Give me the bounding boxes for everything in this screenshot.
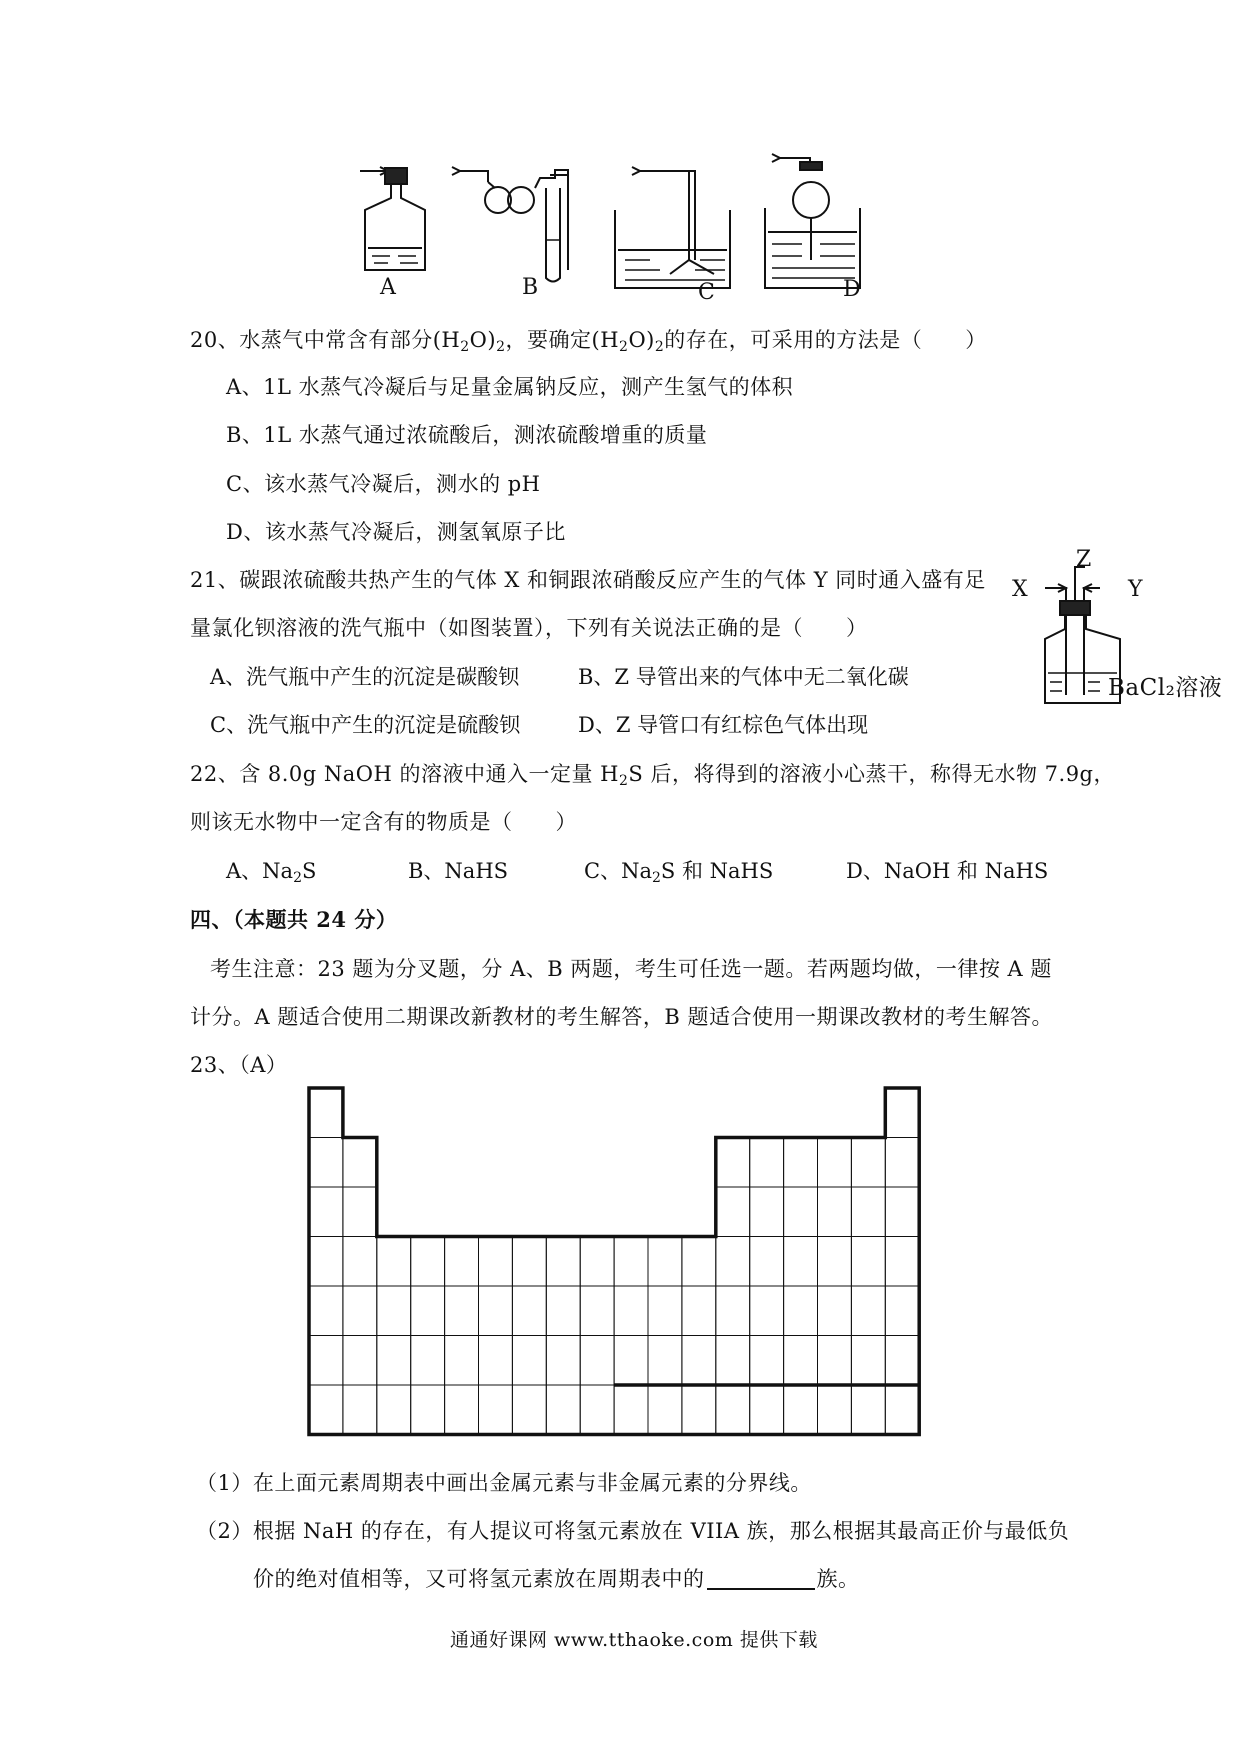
q22-option-d: D、NaOH 和 NaHS xyxy=(846,859,1049,883)
periodic-table-cell xyxy=(851,1385,885,1435)
periodic-table-cell xyxy=(851,1138,885,1188)
q21-figure-solution-label: BaCl₂溶液 xyxy=(1108,675,1223,701)
periodic-table-cell xyxy=(784,1138,818,1188)
periodic-table-cell xyxy=(411,1336,445,1386)
periodic-table-cell xyxy=(818,1138,852,1188)
periodic-table-cell xyxy=(682,1286,716,1336)
periodic-table-cell xyxy=(377,1336,411,1386)
periodic-table-cell xyxy=(885,1336,919,1386)
periodic-table-cell xyxy=(580,1286,614,1336)
periodic-table-cell xyxy=(818,1385,852,1435)
periodic-table-cell xyxy=(750,1385,784,1435)
periodic-table-cell xyxy=(716,1187,750,1237)
periodic-table-cell xyxy=(682,1385,716,1435)
section-4-note-line2: 计分。A 题适合使用二期课改新教材的考生解答，B 题适合使用一期课改教材的考生解答。 xyxy=(190,1005,1053,1029)
periodic-table-cell xyxy=(818,1237,852,1287)
q21-stem-line2: 量氯化钡溶液的洗气瓶中（如图装置），下列有关说法正确的是（ ） xyxy=(190,616,868,640)
q20-option-b: B、1L 水蒸气通过浓硫酸后，测浓硫酸增重的质量 xyxy=(226,423,708,447)
q21-option-d: D、Z 导管口有红棕色气体出现 xyxy=(578,713,869,737)
q20-option-c: C、该水蒸气冷凝后，测水的 pH xyxy=(226,472,541,496)
periodic-table-cell xyxy=(546,1286,580,1336)
periodic-table-cell xyxy=(479,1336,513,1386)
periodic-table-cell xyxy=(309,1286,343,1336)
q21-figure-x-label: X xyxy=(1012,577,1029,602)
q21-option-a: A、洗气瓶中产生的沉淀是碳酸钡 xyxy=(210,665,520,689)
periodic-table-cell xyxy=(479,1237,513,1287)
periodic-table-cell xyxy=(885,1187,919,1237)
periodic-table-cell xyxy=(885,1385,919,1435)
periodic-table-cell xyxy=(479,1385,513,1435)
q23-part-2-line1: （2）根据 NaH 的存在，有人提议可将氢元素放在 VIIA 族，那么根据其最高正价与最低负 xyxy=(196,1519,1070,1543)
periodic-table-cell xyxy=(343,1237,377,1287)
q21-figure-y-label: Y xyxy=(1128,577,1144,602)
periodic-table-cell xyxy=(750,1336,784,1386)
periodic-table-cell xyxy=(614,1336,648,1386)
periodic-table-cell xyxy=(546,1336,580,1386)
periodic-table-cell xyxy=(411,1237,445,1287)
periodic-table-cell xyxy=(784,1237,818,1287)
section-4-title: 四、（本题共 24 分） xyxy=(190,907,398,932)
periodic-table-cell xyxy=(512,1286,546,1336)
periodic-table-cell xyxy=(851,1187,885,1237)
periodic-table-cell xyxy=(648,1336,682,1386)
periodic-table-grid xyxy=(305,1084,930,1456)
periodic-table-cell xyxy=(445,1385,479,1435)
periodic-table-cell xyxy=(343,1286,377,1336)
periodic-table-cell xyxy=(818,1187,852,1237)
periodic-table-cell xyxy=(648,1286,682,1336)
periodic-table-cell xyxy=(377,1385,411,1435)
q23-part-1: （1）在上面元素周期表中画出金属元素与非金属元素的分界线。 xyxy=(196,1471,812,1495)
apparatus-label-a: A xyxy=(380,275,397,300)
section-4-note-line1: 考生注意：23 题为分叉题，分 A、B 两题，考生可任选一题。若两题均做，一律按 A 题 xyxy=(210,957,1052,981)
periodic-table-cell xyxy=(784,1385,818,1435)
periodic-table-cell xyxy=(445,1286,479,1336)
apparatus-label-b: B xyxy=(522,275,539,300)
q22-option-a: A、$Na_2S$ xyxy=(226,859,317,886)
periodic-table-cell xyxy=(343,1336,377,1386)
periodic-table-cell xyxy=(445,1237,479,1287)
periodic-table-cell xyxy=(682,1237,716,1287)
periodic-table-cell xyxy=(377,1286,411,1336)
periodic-table-cell xyxy=(479,1286,513,1336)
apparatus-label-c: C xyxy=(698,280,716,305)
apparatus-label-d: D xyxy=(843,277,862,302)
periodic-table-cell xyxy=(614,1286,648,1336)
periodic-table-cell xyxy=(851,1336,885,1386)
answer-blank[interactable] xyxy=(707,1566,815,1590)
q21-figure-z-label: Z xyxy=(1076,547,1092,572)
periodic-table-cell xyxy=(343,1385,377,1435)
q21-option-b: B、Z 导管出来的气体中无二氧化碳 xyxy=(578,665,909,689)
q20-option-d: D、该水蒸气冷凝后，测氢氧原子比 xyxy=(226,520,566,544)
periodic-table-cell xyxy=(546,1385,580,1435)
periodic-table-cell xyxy=(309,1336,343,1386)
periodic-table-cell xyxy=(716,1237,750,1287)
periodic-table-cell xyxy=(309,1385,343,1435)
q21-option-c: C、洗气瓶中产生的沉淀是硫酸钡 xyxy=(210,713,521,737)
periodic-table-cell xyxy=(750,1138,784,1188)
periodic-table-cell xyxy=(309,1138,343,1188)
q22-option-b: B、NaHS xyxy=(408,859,509,883)
periodic-table-cell xyxy=(343,1187,377,1237)
periodic-table-cell xyxy=(377,1237,411,1287)
periodic-table-cell xyxy=(512,1336,546,1386)
periodic-table-cell xyxy=(716,1286,750,1336)
periodic-table-cell xyxy=(580,1336,614,1386)
q20-option-a: A、1L 水蒸气冷凝后与足量金属钠反应，测产生氢气的体积 xyxy=(226,375,794,399)
periodic-table-cell xyxy=(885,1286,919,1336)
q22-option-c: C、$Na_2S$ 和 NaHS xyxy=(584,859,774,886)
periodic-table-cell xyxy=(750,1286,784,1336)
periodic-table-cell xyxy=(784,1336,818,1386)
q22-stem-line2: 则该无水物中一定含有的物质是（ ） xyxy=(190,810,577,834)
periodic-table-cell xyxy=(648,1237,682,1287)
periodic-table-cell xyxy=(682,1336,716,1386)
periodic-table-cell xyxy=(580,1385,614,1435)
periodic-table-cell xyxy=(512,1237,546,1287)
q21-stem-line1: 21、碳跟浓硫酸共热产生的气体 X 和铜跟浓硝酸反应产生的气体 Y 同时通入盛有足 xyxy=(190,568,986,592)
periodic-table-cell xyxy=(309,1237,343,1287)
periodic-table-cell xyxy=(750,1187,784,1237)
periodic-table-cell xyxy=(411,1286,445,1336)
periodic-table-cell xyxy=(818,1336,852,1386)
periodic-table-cell xyxy=(343,1138,377,1188)
periodic-table-cell xyxy=(309,1088,343,1138)
q23-label: 23、（A） xyxy=(190,1053,288,1077)
periodic-table-cell xyxy=(648,1385,682,1435)
q23-part-2-line2: 价的绝对值相等，又可将氢元素放在周期表中的 族。 xyxy=(253,1567,860,1591)
periodic-table-cell xyxy=(546,1237,580,1287)
periodic-table-cell xyxy=(818,1286,852,1336)
apparatus-figure xyxy=(340,150,900,305)
q20-stem: 20、水蒸气中常含有部分$(H_2O)_2$，要确定$(H_2O)_2$的存在，可采用的方法是（ ） xyxy=(190,328,987,355)
page-footer: 通通好课网 www.tthaoke.com 提供下载 xyxy=(450,1629,818,1651)
periodic-table-cell xyxy=(614,1237,648,1287)
periodic-table-cell xyxy=(716,1336,750,1386)
periodic-table-cell xyxy=(784,1187,818,1237)
q22-stem-line1: 22、含 8.0g NaOH 的溶液中通入一定量 $H_2S$ 后，将得到的溶液小心蒸干，称得无水物 7.9g， xyxy=(190,762,1115,789)
periodic-table-cell xyxy=(614,1385,648,1435)
periodic-table-cell xyxy=(750,1237,784,1287)
periodic-table-cell xyxy=(512,1385,546,1435)
periodic-table-cell xyxy=(716,1385,750,1435)
periodic-table-cell xyxy=(411,1385,445,1435)
periodic-table-cell xyxy=(716,1138,750,1188)
periodic-table-cell xyxy=(309,1187,343,1237)
periodic-table-cell xyxy=(885,1237,919,1287)
periodic-table-cell xyxy=(580,1237,614,1287)
periodic-table-cell xyxy=(885,1088,919,1138)
periodic-table-cell xyxy=(445,1336,479,1386)
periodic-table-cell xyxy=(885,1138,919,1188)
periodic-table-cell xyxy=(851,1286,885,1336)
periodic-table-cell xyxy=(851,1237,885,1287)
periodic-table-cell xyxy=(784,1286,818,1336)
